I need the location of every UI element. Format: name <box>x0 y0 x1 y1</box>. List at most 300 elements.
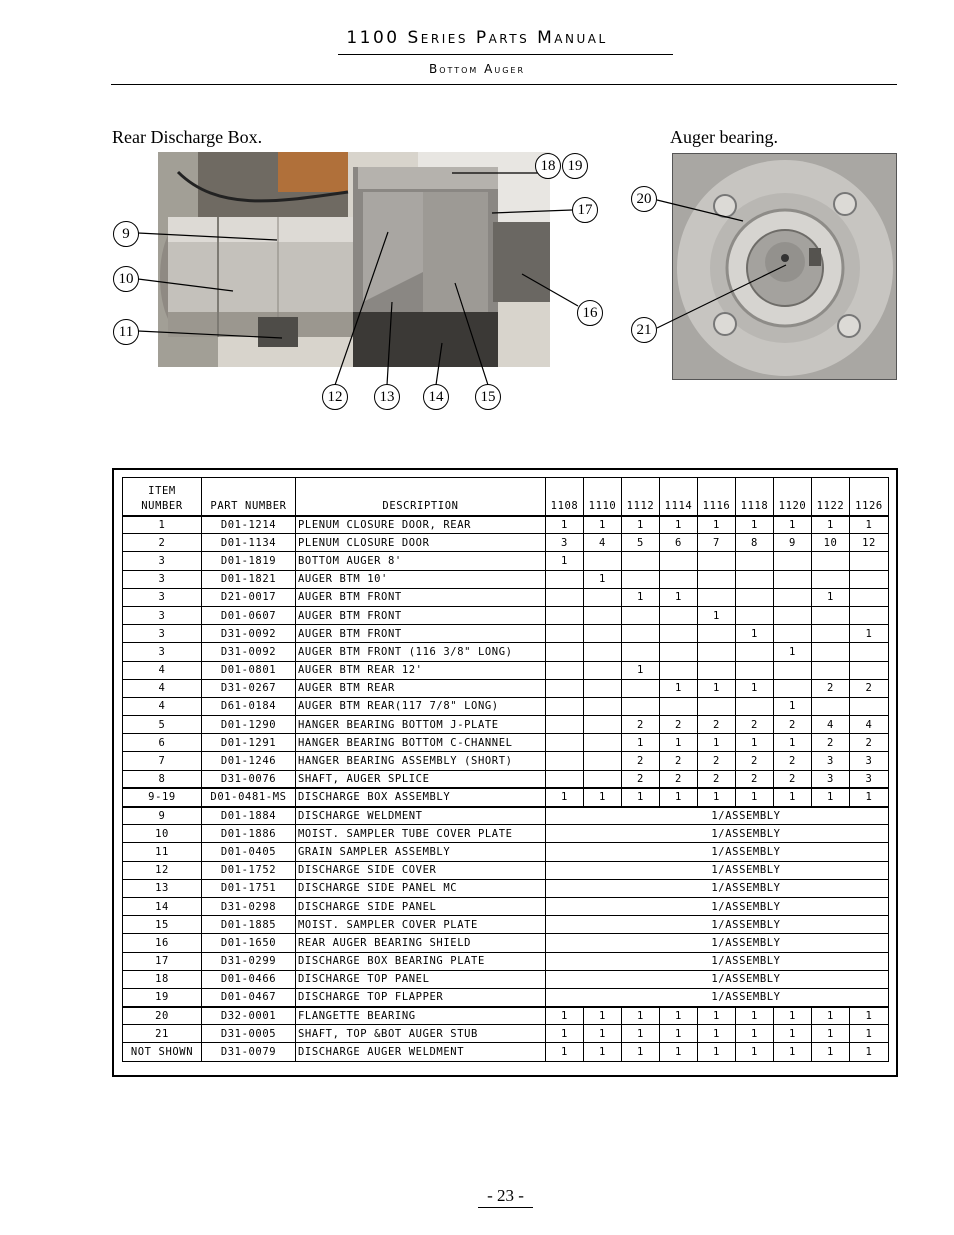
table-row <box>123 970 889 988</box>
quantity-cell: 7 <box>698 534 736 552</box>
quantity-cell: 2 <box>850 679 889 697</box>
quantity-cell <box>812 606 850 624</box>
item-number-cell: 16 <box>123 934 202 952</box>
quantity-cell: 1 <box>546 1043 584 1061</box>
item-number-cell: 3 <box>123 552 202 570</box>
quantity-cell <box>622 643 660 661</box>
quantity-cell: 1 <box>698 788 736 806</box>
quantity-cell <box>850 588 889 606</box>
quantity-cell <box>812 625 850 643</box>
quantity-cell <box>774 570 812 588</box>
table-row <box>123 1043 889 1061</box>
part-number-cell: D31-0092 <box>202 625 296 643</box>
quantity-cell <box>546 606 584 624</box>
quantity-cell: 4 <box>850 716 889 734</box>
quantity-cell: 2 <box>736 752 774 770</box>
part-number-cell: D31-0092 <box>202 643 296 661</box>
quantity-cell: 10 <box>812 534 850 552</box>
quantity-cell <box>812 661 850 679</box>
quantity-cell: 2 <box>660 716 698 734</box>
quantity-cell <box>584 679 622 697</box>
quantity-cell: 1 <box>698 679 736 697</box>
quantity-cell <box>774 588 812 606</box>
part-number-cell: D01-0801 <box>202 661 296 679</box>
assembly-quantity-cell: 1/ASSEMBLY <box>546 897 889 915</box>
parts-table-wrapper <box>122 477 888 1062</box>
quantity-cell: 1 <box>736 625 774 643</box>
col-header-model: 1126 <box>850 478 889 516</box>
table-row <box>123 588 889 606</box>
table-row <box>123 606 889 624</box>
assembly-quantity-cell: 1/ASSEMBLY <box>546 916 889 934</box>
table-row <box>123 752 889 770</box>
quantity-cell: 1 <box>660 1043 698 1061</box>
description-cell: PLENUM CLOSURE DOOR, REAR <box>296 516 546 534</box>
table-row <box>123 934 889 952</box>
part-number-cell: D01-1291 <box>202 734 296 752</box>
quantity-cell: 1 <box>546 552 584 570</box>
quantity-cell: 1 <box>584 570 622 588</box>
quantity-cell: 1 <box>584 788 622 806</box>
table-row <box>123 516 889 534</box>
item-number-cell: 15 <box>123 916 202 934</box>
item-number-cell: 20 <box>123 1007 202 1025</box>
item-number-cell: 18 <box>123 970 202 988</box>
assembly-quantity-cell: 1/ASSEMBLY <box>546 825 889 843</box>
quantity-cell <box>812 643 850 661</box>
quantity-cell: 1 <box>850 788 889 806</box>
item-number-cell: 3 <box>123 625 202 643</box>
part-number-cell: D31-0076 <box>202 770 296 788</box>
callout-19: 19 <box>562 153 588 179</box>
quantity-cell: 1 <box>812 788 850 806</box>
description-cell: AUGER BTM FRONT <box>296 625 546 643</box>
part-number-cell: D01-1650 <box>202 934 296 952</box>
page-number: - 23 - <box>478 1186 533 1208</box>
callout-13: 13 <box>374 384 400 410</box>
quantity-cell: 9 <box>774 534 812 552</box>
item-number-cell: 9-19 <box>123 788 202 806</box>
quantity-cell: 1 <box>850 516 889 534</box>
quantity-cell <box>736 661 774 679</box>
quantity-cell <box>546 643 584 661</box>
quantity-cell: 1 <box>584 1007 622 1025</box>
quantity-cell <box>546 625 584 643</box>
quantity-cell: 1 <box>546 516 584 534</box>
quantity-cell: 1 <box>622 588 660 606</box>
quantity-cell <box>812 570 850 588</box>
quantity-cell: 2 <box>812 734 850 752</box>
description-cell: DISCHARGE WELDMENT <box>296 807 546 825</box>
quantity-cell <box>774 625 812 643</box>
item-number-cell: 17 <box>123 952 202 970</box>
item-number-cell: 6 <box>123 734 202 752</box>
item-number-cell: 5 <box>123 716 202 734</box>
table-row <box>123 534 889 552</box>
quantity-cell: 2 <box>698 770 736 788</box>
quantity-cell <box>660 606 698 624</box>
callout-21: 21 <box>631 317 657 343</box>
quantity-cell <box>698 643 736 661</box>
table-row <box>123 988 889 1006</box>
assembly-quantity-cell: 1/ASSEMBLY <box>546 934 889 952</box>
col-header-model: 1110 <box>584 478 622 516</box>
quantity-cell <box>584 552 622 570</box>
quantity-cell: 1 <box>660 516 698 534</box>
quantity-cell <box>736 697 774 715</box>
quantity-cell: 1 <box>622 1007 660 1025</box>
quantity-cell: 1 <box>622 788 660 806</box>
description-cell: DISCHARGE SIDE PANEL MC <box>296 879 546 897</box>
quantity-cell: 3 <box>850 770 889 788</box>
quantity-cell <box>546 752 584 770</box>
quantity-cell: 8 <box>736 534 774 552</box>
description-cell: AUGER BTM REAR <box>296 679 546 697</box>
description-cell: AUGER BTM 10' <box>296 570 546 588</box>
quantity-cell <box>622 570 660 588</box>
quantity-cell: 1 <box>774 1007 812 1025</box>
quantity-cell <box>584 770 622 788</box>
callout-11: 11 <box>113 319 139 345</box>
quantity-cell: 2 <box>774 752 812 770</box>
item-number-cell: 3 <box>123 588 202 606</box>
description-cell: MOIST. SAMPLER COVER PLATE <box>296 916 546 934</box>
assembly-quantity-cell: 1/ASSEMBLY <box>546 879 889 897</box>
description-cell: DISCHARGE SIDE COVER <box>296 861 546 879</box>
quantity-cell <box>584 606 622 624</box>
part-number-cell: D21-0017 <box>202 588 296 606</box>
quantity-cell <box>622 697 660 715</box>
quantity-cell: 2 <box>660 770 698 788</box>
quantity-cell: 1 <box>622 1043 660 1061</box>
part-number-cell: D31-0005 <box>202 1025 296 1043</box>
item-number-cell: 3 <box>123 570 202 588</box>
quantity-cell <box>546 588 584 606</box>
quantity-cell: 2 <box>812 679 850 697</box>
table-row <box>123 788 889 806</box>
quantity-cell: 1 <box>774 697 812 715</box>
item-number-cell: NOT SHOWN <box>123 1043 202 1061</box>
table-header-row <box>123 478 889 516</box>
quantity-cell <box>660 697 698 715</box>
quantity-cell: 1 <box>812 1043 850 1061</box>
table-row <box>123 1007 889 1025</box>
quantity-cell: 1 <box>812 1025 850 1043</box>
quantity-cell <box>622 552 660 570</box>
quantity-cell <box>584 734 622 752</box>
description-cell: AUGER BTM REAR 12' <box>296 661 546 679</box>
callout-17: 17 <box>572 197 598 223</box>
quantity-cell <box>622 625 660 643</box>
quantity-cell: 2 <box>622 770 660 788</box>
quantity-cell: 4 <box>812 716 850 734</box>
description-cell: HANGER BEARING BOTTOM C-CHANNEL <box>296 734 546 752</box>
item-number-cell: 3 <box>123 606 202 624</box>
description-cell: REAR AUGER BEARING SHIELD <box>296 934 546 952</box>
callout-12: 12 <box>322 384 348 410</box>
table-row <box>123 952 889 970</box>
col-header-model: 1116 <box>698 478 736 516</box>
caption-auger-bearing: Auger bearing. <box>670 127 778 147</box>
item-number-cell: 4 <box>123 679 202 697</box>
quantity-cell: 1 <box>698 516 736 534</box>
description-cell: SHAFT, AUGER SPLICE <box>296 770 546 788</box>
assembly-quantity-cell: 1/ASSEMBLY <box>546 952 889 970</box>
col-header-model: 1108 <box>546 478 584 516</box>
table-row <box>123 843 889 861</box>
quantity-cell: 1 <box>660 1007 698 1025</box>
description-cell: DISCHARGE TOP PANEL <box>296 970 546 988</box>
description-cell: BOTTOM AUGER 8' <box>296 552 546 570</box>
quantity-cell: 1 <box>850 625 889 643</box>
quantity-cell: 1 <box>774 788 812 806</box>
part-number-cell: D01-1886 <box>202 825 296 843</box>
quantity-cell: 1 <box>660 1025 698 1043</box>
callout-18: 18 <box>535 153 561 179</box>
quantity-cell: 1 <box>736 679 774 697</box>
part-number-cell: D01-1821 <box>202 570 296 588</box>
quantity-cell: 1 <box>698 734 736 752</box>
quantity-cell: 1 <box>850 1025 889 1043</box>
quantity-cell: 1 <box>774 643 812 661</box>
quantity-cell: 1 <box>622 516 660 534</box>
leader-lines <box>0 0 954 420</box>
assembly-quantity-cell: 1/ASSEMBLY <box>546 843 889 861</box>
quantity-cell <box>850 606 889 624</box>
part-number-cell: D01-1246 <box>202 752 296 770</box>
quantity-cell: 2 <box>774 770 812 788</box>
col-header-model: 1122 <box>812 478 850 516</box>
table-row <box>123 879 889 897</box>
section-title: Bottom Auger <box>428 62 526 76</box>
part-number-cell: D01-1752 <box>202 861 296 879</box>
col-header-description: DESCRIPTION <box>296 478 546 516</box>
quantity-cell <box>850 643 889 661</box>
callout-15: 15 <box>475 384 501 410</box>
part-number-cell: D01-1751 <box>202 879 296 897</box>
table-row <box>123 770 889 788</box>
quantity-cell: 1 <box>584 1025 622 1043</box>
description-cell: PLENUM CLOSURE DOOR <box>296 534 546 552</box>
quantity-cell <box>698 625 736 643</box>
quantity-cell: 1 <box>850 1007 889 1025</box>
caption-rear-discharge-box: Rear Discharge Box. <box>112 127 263 147</box>
quantity-cell: 1 <box>698 1007 736 1025</box>
quantity-cell <box>736 570 774 588</box>
item-number-cell: 1 <box>123 516 202 534</box>
quantity-cell <box>698 570 736 588</box>
col-header-item <box>123 478 202 516</box>
callout-20: 20 <box>631 186 657 212</box>
quantity-cell: 1 <box>660 734 698 752</box>
table-row <box>123 552 889 570</box>
quantity-cell <box>584 625 622 643</box>
quantity-cell <box>850 552 889 570</box>
quantity-cell <box>774 679 812 697</box>
quantity-cell <box>584 643 622 661</box>
table-row <box>123 697 889 715</box>
quantity-cell <box>850 697 889 715</box>
quantity-cell <box>546 679 584 697</box>
part-number-cell: D31-0079 <box>202 1043 296 1061</box>
manual-title: 1100 Series Parts Manual <box>346 28 608 48</box>
quantity-cell: 1 <box>736 734 774 752</box>
quantity-cell <box>774 552 812 570</box>
description-cell: AUGER BTM FRONT <box>296 588 546 606</box>
part-number-cell: D01-0607 <box>202 606 296 624</box>
quantity-cell: 1 <box>660 679 698 697</box>
quantity-cell: 1 <box>736 788 774 806</box>
quantity-cell: 1 <box>736 1007 774 1025</box>
quantity-cell: 2 <box>622 716 660 734</box>
quantity-cell <box>850 661 889 679</box>
quantity-cell <box>698 588 736 606</box>
callout-14: 14 <box>423 384 449 410</box>
part-number-cell: D01-0467 <box>202 988 296 1006</box>
col-header-model: 1114 <box>660 478 698 516</box>
quantity-cell <box>546 770 584 788</box>
quantity-cell <box>660 643 698 661</box>
col-header-model: 1112 <box>622 478 660 516</box>
callout-10: 10 <box>113 266 139 292</box>
quantity-cell: 1 <box>622 661 660 679</box>
quantity-cell <box>698 661 736 679</box>
part-number-cell: D01-0466 <box>202 970 296 988</box>
description-cell: DISCHARGE SIDE PANEL <box>296 897 546 915</box>
col-header-part: PART NUMBER <box>202 478 296 516</box>
quantity-cell <box>546 570 584 588</box>
quantity-cell <box>812 552 850 570</box>
quantity-cell: 3 <box>812 752 850 770</box>
quantity-cell: 1 <box>812 516 850 534</box>
assembly-quantity-cell: 1/ASSEMBLY <box>546 970 889 988</box>
quantity-cell <box>850 570 889 588</box>
quantity-cell: 2 <box>660 752 698 770</box>
quantity-cell: 12 <box>850 534 889 552</box>
quantity-cell: 1 <box>774 734 812 752</box>
part-number-cell: D01-1885 <box>202 916 296 934</box>
quantity-cell: 1 <box>774 1025 812 1043</box>
col-header-item-bottom: NUMBER <box>141 499 183 512</box>
quantity-cell <box>622 679 660 697</box>
quantity-cell: 2 <box>698 716 736 734</box>
quantity-cell <box>660 552 698 570</box>
part-number-cell: D01-1134 <box>202 534 296 552</box>
quantity-cell <box>812 697 850 715</box>
quantity-cell <box>584 752 622 770</box>
quantity-cell <box>584 588 622 606</box>
description-cell: AUGER BTM FRONT (116 3/8" LONG) <box>296 643 546 661</box>
part-number-cell: D01-0405 <box>202 843 296 861</box>
quantity-cell: 1 <box>584 1043 622 1061</box>
quantity-cell: 6 <box>660 534 698 552</box>
quantity-cell: 1 <box>736 1043 774 1061</box>
description-cell: AUGER BTM REAR(117 7/8" LONG) <box>296 697 546 715</box>
quantity-cell <box>660 661 698 679</box>
description-cell: HANGER BEARING ASSEMBLY (SHORT) <box>296 752 546 770</box>
item-number-cell: 12 <box>123 861 202 879</box>
description-cell: DISCHARGE BOX ASSEMBLY <box>296 788 546 806</box>
part-number-cell: D31-0298 <box>202 897 296 915</box>
part-number-cell: D01-1214 <box>202 516 296 534</box>
item-number-cell: 8 <box>123 770 202 788</box>
item-number-cell: 14 <box>123 897 202 915</box>
quantity-cell <box>774 606 812 624</box>
part-number-cell: D01-1819 <box>202 552 296 570</box>
quantity-cell: 2 <box>774 716 812 734</box>
quantity-cell <box>698 552 736 570</box>
parts-table <box>122 477 889 1062</box>
item-number-cell: 4 <box>123 697 202 715</box>
assembly-quantity-cell: 1/ASSEMBLY <box>546 988 889 1006</box>
description-cell: DISCHARGE AUGER WELDMENT <box>296 1043 546 1061</box>
quantity-cell: 2 <box>736 716 774 734</box>
table-row <box>123 734 889 752</box>
quantity-cell <box>584 697 622 715</box>
quantity-cell: 1 <box>774 516 812 534</box>
quantity-cell: 1 <box>660 788 698 806</box>
quantity-cell: 1 <box>812 1007 850 1025</box>
quantity-cell: 1 <box>546 1007 584 1025</box>
quantity-cell: 2 <box>698 752 736 770</box>
item-number-cell: 11 <box>123 843 202 861</box>
col-header-item-top: ITEM <box>148 484 176 497</box>
item-number-cell: 19 <box>123 988 202 1006</box>
quantity-cell: 1 <box>622 1025 660 1043</box>
quantity-cell: 1 <box>736 1025 774 1043</box>
item-number-cell: 21 <box>123 1025 202 1043</box>
description-cell: FLANGETTE BEARING <box>296 1007 546 1025</box>
table-row <box>123 643 889 661</box>
col-header-model: 1118 <box>736 478 774 516</box>
quantity-cell: 3 <box>812 770 850 788</box>
quantity-cell: 1 <box>660 588 698 606</box>
quantity-cell: 3 <box>850 752 889 770</box>
quantity-cell <box>736 552 774 570</box>
quantity-cell: 3 <box>546 534 584 552</box>
description-cell: HANGER BEARING BOTTOM J-PLATE <box>296 716 546 734</box>
part-number-cell: D32-0001 <box>202 1007 296 1025</box>
quantity-cell <box>660 570 698 588</box>
table-row <box>123 1025 889 1043</box>
table-row <box>123 679 889 697</box>
table-row <box>123 716 889 734</box>
quantity-cell: 1 <box>774 1043 812 1061</box>
description-cell: DISCHARGE BOX BEARING PLATE <box>296 952 546 970</box>
description-cell: DISCHARGE TOP FLAPPER <box>296 988 546 1006</box>
quantity-cell <box>774 661 812 679</box>
item-number-cell: 10 <box>123 825 202 843</box>
quantity-cell <box>584 716 622 734</box>
quantity-cell <box>736 588 774 606</box>
assembly-quantity-cell: 1/ASSEMBLY <box>546 861 889 879</box>
item-number-cell: 13 <box>123 879 202 897</box>
quantity-cell: 2 <box>736 770 774 788</box>
item-number-cell: 7 <box>123 752 202 770</box>
quantity-cell: 1 <box>698 606 736 624</box>
part-number-cell: D01-0481-MS <box>202 788 296 806</box>
part-number-cell: D01-1290 <box>202 716 296 734</box>
quantity-cell <box>698 697 736 715</box>
description-cell: AUGER BTM FRONT <box>296 606 546 624</box>
callout-9: 9 <box>113 221 139 247</box>
part-number-cell: D31-0299 <box>202 952 296 970</box>
description-cell: SHAFT, TOP &BOT AUGER STUB <box>296 1025 546 1043</box>
quantity-cell: 4 <box>584 534 622 552</box>
table-row <box>123 916 889 934</box>
quantity-cell: 1 <box>546 1025 584 1043</box>
table-row <box>123 897 889 915</box>
